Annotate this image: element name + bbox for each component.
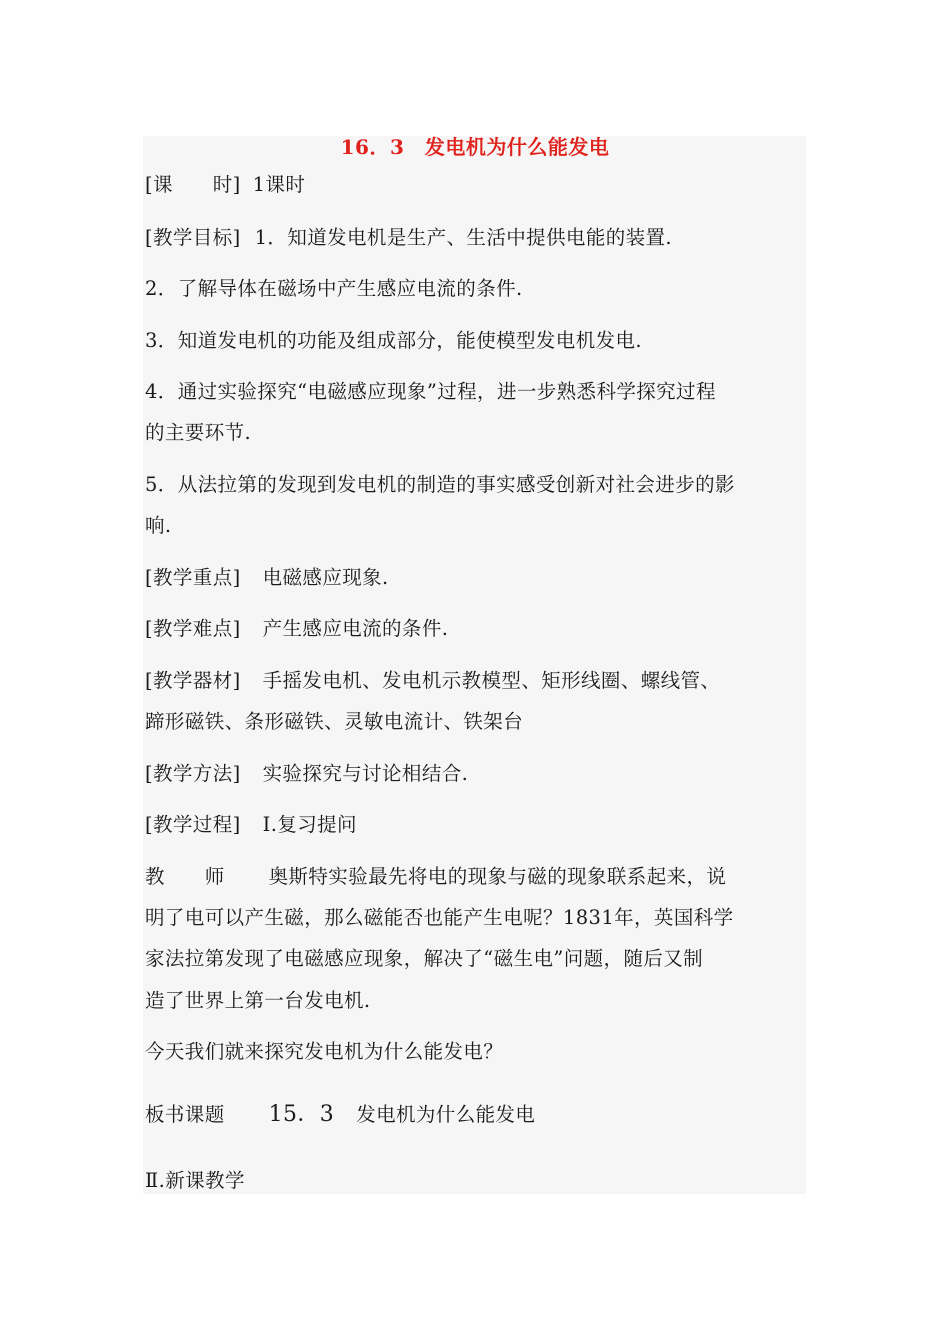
objective-item: 2．了解导体在磁场中产生感应电流的条件. [145, 277, 523, 300]
equipment-value-continued: 蹄形磁铁、条形磁铁、灵敏电流计、铁架台 [145, 710, 524, 733]
board-label: 板书课题 [145, 1103, 225, 1126]
equipment-value: 手摇发电机、发电机示教模型、矩形线圈、螺线管、 [262, 669, 721, 692]
teacher-text: 造了世界上第一台发电机. [145, 989, 371, 1012]
teacher-line [145, 864, 726, 890]
method-value: 实验探究与讨论相结合. [262, 762, 469, 785]
teacher-text: 奥斯特实验最先将电的现象与磁的现象联系起来，说 [268, 865, 727, 888]
objective-item: 的主要环节. [145, 421, 252, 444]
course-hours-label: [课 时] [145, 173, 241, 196]
process-value: Ⅰ.复习提问 [262, 813, 357, 836]
objectives-line [145, 225, 672, 251]
today-line: 今天我们就来探究发电机为什么能发电？ [145, 1040, 504, 1063]
board-title: 发电机为什么能发电 [356, 1103, 536, 1126]
teacher-label: 教 师 [145, 865, 225, 888]
course-hours-value: 1课时 [252, 173, 306, 196]
method-line [145, 761, 468, 787]
key-point-value: 电磁感应现象. [262, 566, 389, 589]
key-point-line [145, 565, 389, 591]
equipment-line [145, 668, 720, 694]
board-number: 15．3 [268, 1102, 335, 1127]
process-label: [教学过程] [145, 813, 241, 836]
board-line [145, 1102, 535, 1128]
new-lesson-heading: Ⅱ.新课教学 [145, 1169, 245, 1192]
objective-item: 1．知道发电机是生产、生活中提供电能的装置. [254, 226, 673, 249]
difficulty-label: [教学难点] [145, 617, 241, 640]
method-label: [教学方法] [145, 762, 241, 785]
process-line [145, 812, 357, 838]
key-point-label: [教学重点] [145, 566, 241, 589]
difficulty-value: 产生感应电流的条件. [262, 617, 449, 640]
teacher-text: 明了电可以产生磁，那么磁能否也能产生电呢？1831年，英国科学 [145, 906, 734, 929]
course-hours-line [145, 172, 305, 198]
teacher-text: 家法拉第发现了电磁感应现象，解决了“磁生电”问题，随后又制 [145, 947, 704, 970]
lesson-title: 16．3 发电机为什么能发电 [340, 135, 610, 159]
objective-item: 5．从法拉第的发现到发电机的制造的事实感受创新对社会进步的影 [145, 473, 735, 496]
objective-item: 响. [145, 514, 172, 537]
objective-item: 4．通过实验探究“电磁感应现象”过程，进一步熟悉科学探究过程 [145, 380, 716, 403]
difficulty-line [145, 616, 448, 642]
objectives-label: [教学目标] [145, 226, 241, 249]
equipment-label: [教学器材] [145, 669, 241, 692]
objective-item: 3．知道发电机的功能及组成部分，能使模型发电机发电. [145, 329, 643, 352]
